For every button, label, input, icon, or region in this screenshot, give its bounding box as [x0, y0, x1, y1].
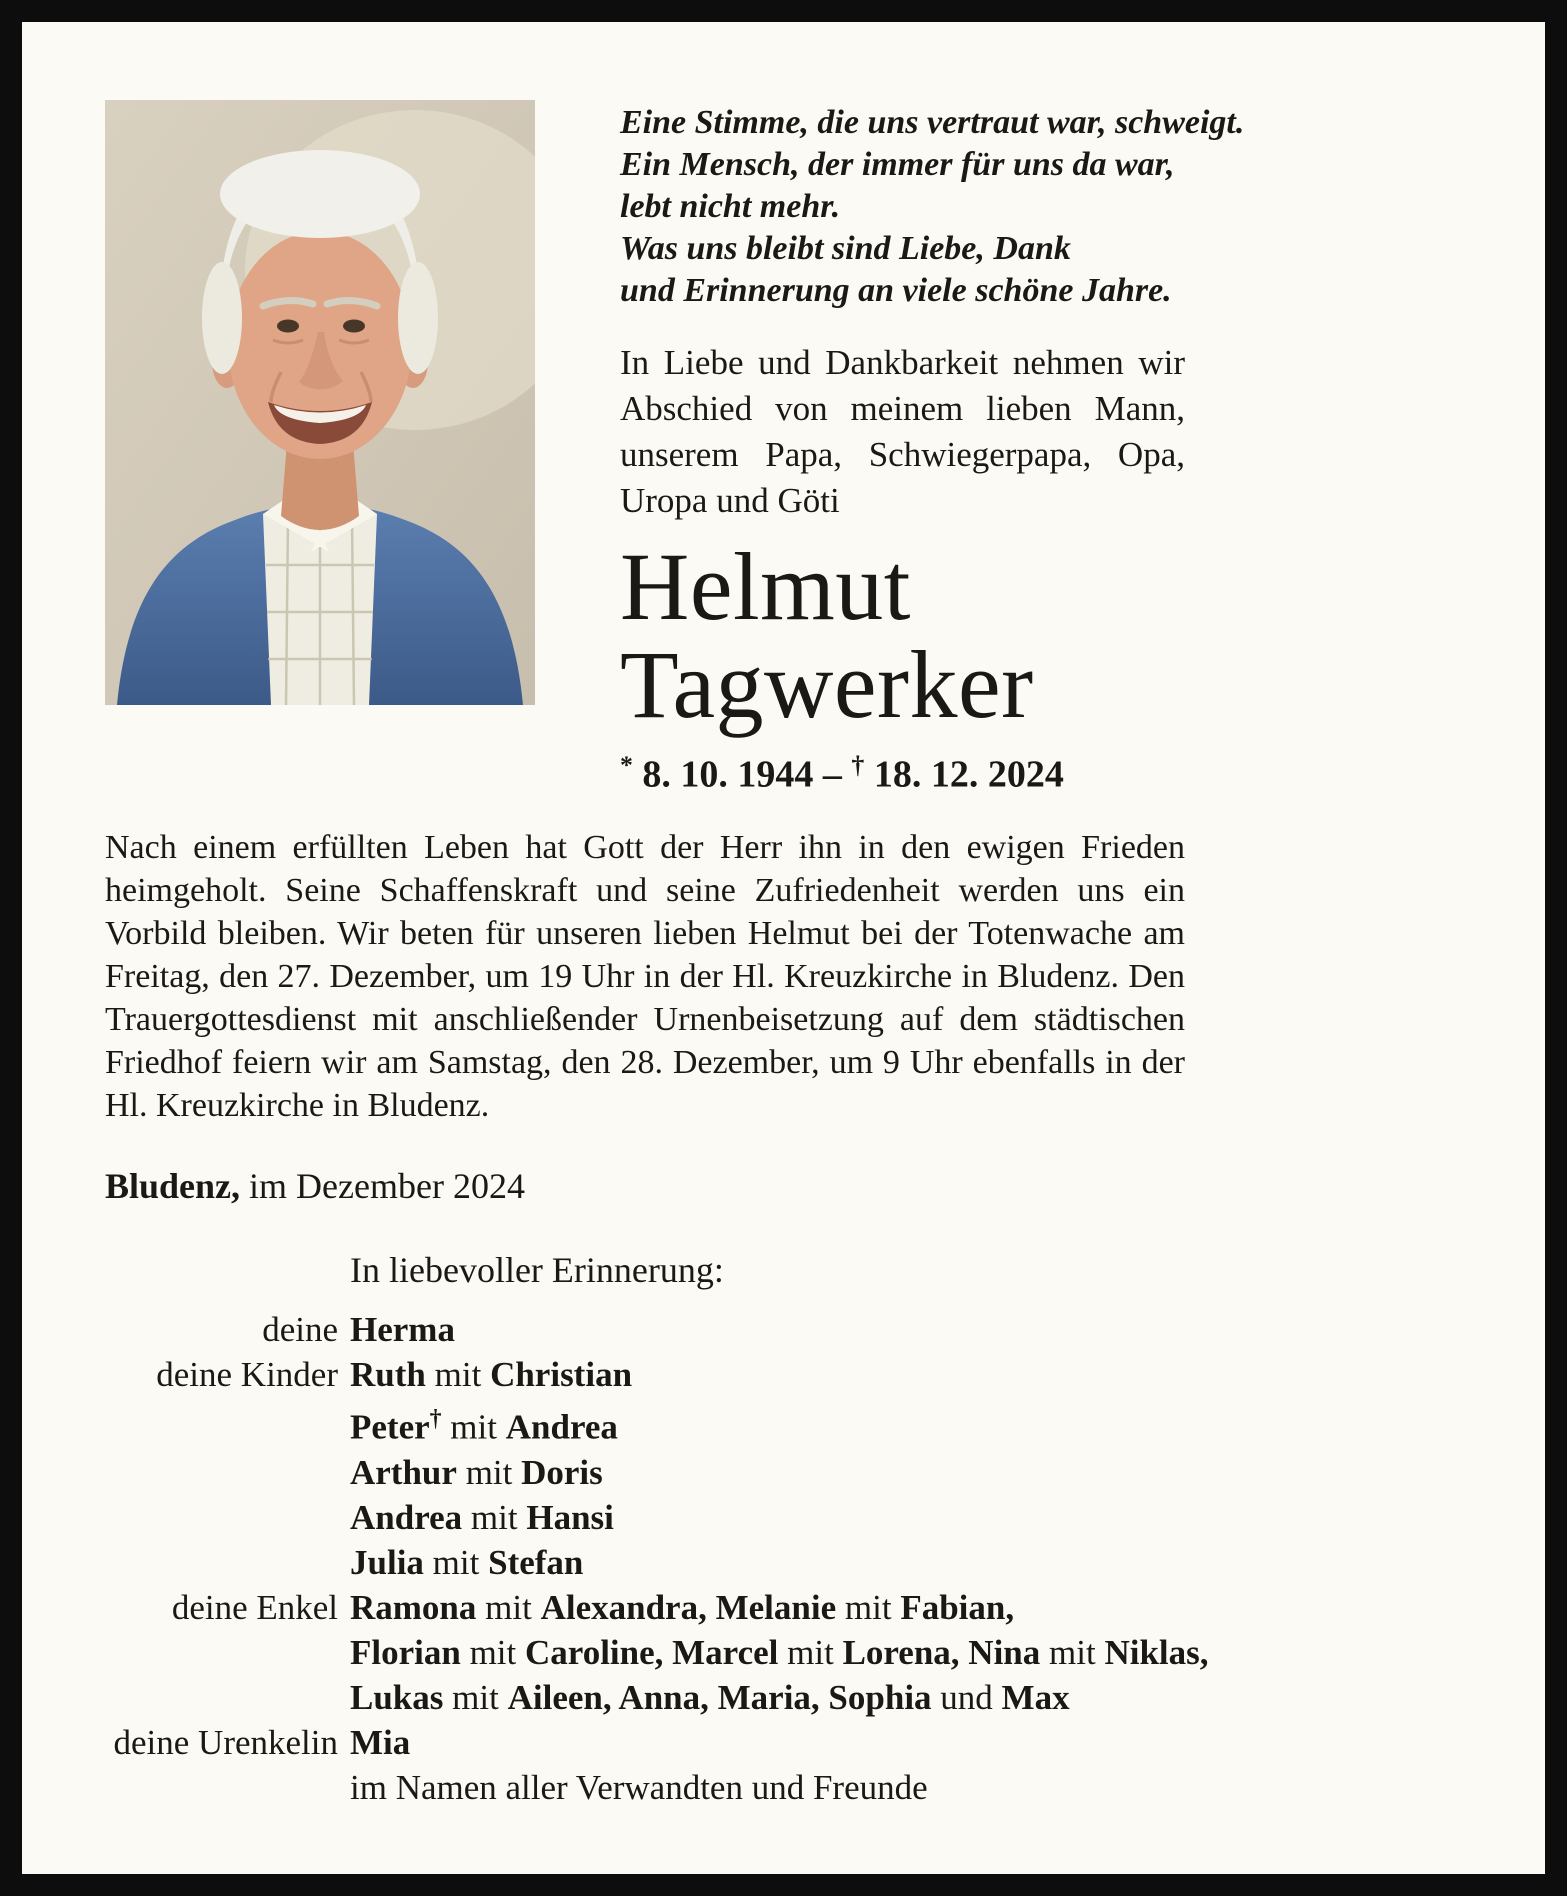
deceased-name: [620, 533, 1185, 738]
obituary-card: [22, 22, 1545, 1874]
poem-line: Was uns bleibt sind Liebe, Dank: [620, 230, 1071, 267]
memorial-row-names: Herma: [350, 1310, 455, 1350]
memorial-heading: In liebevoller Erinnerung:: [350, 1250, 724, 1291]
memorial-row-label: [105, 1675, 338, 1720]
memorial-row: [105, 1675, 1185, 1720]
memorial-row-names: Lukas mit Aileen, Anna, Maria, Sophia und Max: [350, 1678, 1070, 1718]
memorial-row: [105, 1352, 1185, 1397]
portrait-photo: [105, 100, 535, 705]
memorial-row: [105, 1450, 1185, 1495]
memorial-row-names: Mia: [350, 1723, 411, 1763]
memorial-row-names: Arthur mit Doris: [350, 1453, 603, 1493]
poem-line: Ein Mensch, der immer für uns da war,: [620, 146, 1175, 183]
memorial-row: [105, 1307, 1185, 1352]
memorial-row-label: deine Urenkelin: [113, 1723, 338, 1763]
memorial-row-label: deine Kinder: [156, 1355, 338, 1395]
memorial-row: [105, 1720, 1185, 1765]
memorial-row: [105, 1585, 1185, 1630]
memorial-row-label: [105, 1397, 338, 1450]
birth-death-dates: * 8. 10. 1944 – † 18. 12. 2024: [620, 749, 1064, 796]
memorial-poem: [620, 102, 1245, 312]
memorial-row-names: Florian mit Caroline, Marcel mit Lorena, Nina mit Niklas,: [350, 1633, 1209, 1673]
memorial-row-names: Andrea mit Hansi: [350, 1498, 614, 1538]
portrait-illustration: [105, 100, 535, 705]
deceased-first-name: Helmut: [620, 533, 911, 640]
memorial-row-label: [105, 1450, 338, 1495]
memorial-rows: [105, 1307, 1209, 1810]
memorial-row: [105, 1397, 1185, 1450]
poem-line: lebt nicht mehr.: [620, 188, 841, 225]
announcement-paragraph: Nach einem erfüllten Leben hat Gott der Herr ihn in den ewigen Frieden heimgeholt. Seine Schaffenskraft und seine Zufriedenheit werden uns ein Vorbild bleiben. Wir beten für unseren lieben Helmut bei der Totenwache am Freitag, den 27. Dezember, um 19 Uhr in der Hl. Kreuzkirche in Bludenz. Den Trauergottesdienst mit anschließender Urnenbeisetzung auf dem städtischen Friedhof feiern wir am Samstag, den 28. Dezember, um 9 Uhr ebenfalls in der Hl. Kreuzkirche in Bludenz.: [105, 829, 1185, 1125]
memorial-row-label: [105, 1540, 338, 1585]
deceased-last-name: Tagwerker: [620, 630, 1034, 738]
memorial-row-label: [105, 1495, 338, 1540]
memorial-row-names: Julia mit Stefan: [350, 1543, 584, 1583]
memorial-row-label: deine: [262, 1310, 338, 1350]
intro-paragraph: In Liebe und Dankbarkeit nehmen wir Abschied von meinem lieben Mann, unserem Papa, Schwiegerpapa, Opa, Uropa und Göti: [620, 343, 1185, 520]
memorial-row: [105, 1540, 1185, 1585]
memorial-row-names: Ruth mit Christian: [350, 1355, 633, 1395]
memorial-row-label: deine Enkel: [171, 1588, 338, 1628]
memorial-row-names: Ramona mit Alexandra, Melanie mit Fabian,: [350, 1588, 1015, 1628]
memorial-row: [105, 1630, 1209, 1675]
memorial-row: [105, 1495, 1185, 1540]
poem-line: und Erinnerung an viele schöne Jahre.: [620, 272, 1172, 309]
memorial-row: [105, 1765, 1185, 1810]
top-section: [105, 100, 1245, 796]
memorial-row-names: im Namen aller Verwandten und Freunde: [350, 1768, 928, 1808]
memorial-row-label: [105, 1765, 338, 1810]
memorial-row-names: Peter† mit Andrea: [350, 1406, 618, 1448]
right-column: [620, 100, 1245, 796]
obituary-content: [105, 100, 1245, 1810]
memorial-row-label: [105, 1630, 338, 1675]
poem-line: Eine Stimme, die uns vertraut war, schweigt.: [620, 104, 1245, 141]
place-dateline: Bludenz, im Dezember 2024: [105, 1166, 525, 1207]
